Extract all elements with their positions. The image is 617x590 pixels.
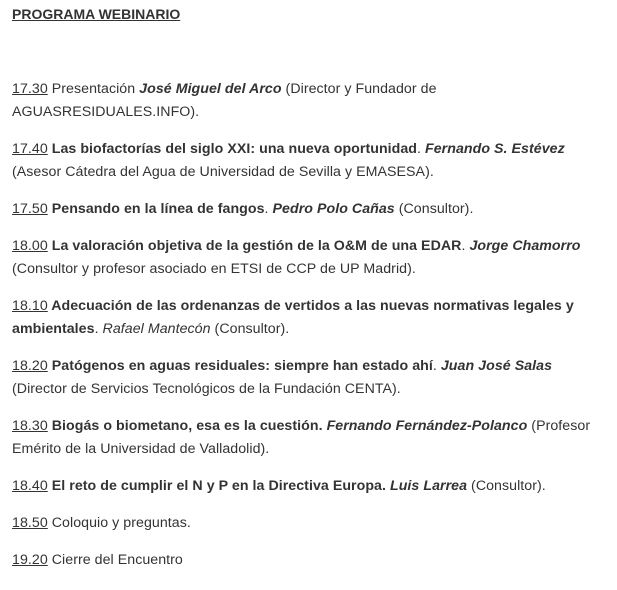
item-separator: .: [432, 358, 441, 374]
item-role: (Consultor).: [210, 321, 290, 337]
item-role: (Asesor Cátedra del Agua de Universidad de Sevilla y EMASESA).: [12, 164, 434, 180]
agenda-item-1840: [12, 475, 609, 498]
item-title: Coloquio y preguntas.: [47, 515, 191, 531]
agenda-item-1830: [12, 415, 609, 461]
item-time: 18.40: [12, 478, 48, 494]
item-time: 17.30: [12, 81, 48, 97]
agenda-item-1750: [12, 198, 609, 221]
item-speaker: Luis Larrea: [390, 478, 468, 494]
agenda-list: [12, 78, 609, 572]
item-time: 18.10: [12, 298, 48, 314]
agenda-item-1820: [12, 355, 609, 401]
item-role: (Director de Servicios Tecnológicos de la Fundación CENTA).: [12, 381, 401, 397]
agenda-item-1850: [12, 512, 609, 535]
item-role: (Consultor).: [467, 478, 546, 494]
item-speaker: Pedro Polo Cañas: [272, 201, 395, 217]
item-title: Las biofactorías del siglo XXI: una nueva oportunidad: [47, 141, 418, 157]
agenda-item-1730: [12, 78, 609, 124]
item-title: Biogás o biometano, esa es la cuestión.: [47, 418, 323, 434]
item-time: 18.50: [12, 515, 48, 531]
item-role: (Consultor).: [394, 201, 474, 217]
item-time: 18.30: [12, 418, 48, 434]
item-separator: .: [94, 321, 103, 337]
item-speaker: Jorge Chamorro: [469, 238, 581, 254]
item-time: 17.50: [12, 201, 48, 217]
item-separator: .: [417, 141, 426, 157]
item-separator: .: [264, 201, 273, 217]
item-title: Adecuación de las ordenanzas de vertidos a las nuevas normativas legales y ambientales: [12, 298, 574, 337]
item-role: (Consultor y profesor asociado en ETSI de CCP de UP Madrid).: [12, 261, 416, 277]
item-speaker: Fernando Fernández-Polanco: [326, 418, 528, 434]
item-role: (Director y Fundador de AGUASRESIDUALES.INFO).: [12, 81, 437, 120]
item-time: 18.20: [12, 358, 48, 374]
item-time: 19.20: [12, 552, 48, 568]
item-speaker: Rafael Mantecón: [102, 321, 211, 337]
item-title: Cierre del Encuentro: [47, 552, 183, 568]
item-speaker: Juan José Salas: [440, 358, 553, 374]
item-time: 18.00: [12, 238, 48, 254]
item-title: La valoración objetiva de la gestión de la O&M de una EDAR: [47, 238, 462, 254]
agenda-item-1740: [12, 138, 609, 184]
agenda-item-1920: [12, 549, 609, 572]
item-title: Pensando en la línea de fangos: [47, 201, 265, 217]
agenda-item-1810: [12, 295, 609, 341]
item-title: El reto de cumplir el N y P en la Directiva Europa.: [47, 478, 386, 494]
agenda-item-1800: [12, 235, 609, 281]
item-speaker: Fernando S. Estévez: [425, 141, 565, 157]
program-heading: PROGRAMA WEBINARIO: [12, 6, 181, 22]
item-time: 17.40: [12, 141, 48, 157]
item-speaker: José Miguel del Arco: [139, 81, 282, 97]
item-separator: .: [461, 238, 470, 254]
item-role: (Profesor Emérito de la Universidad de Valladolid).: [12, 418, 591, 457]
item-title: Presentación: [47, 81, 140, 97]
item-title: Patógenos en aguas residuales: siempre han estado ahí: [47, 358, 433, 374]
